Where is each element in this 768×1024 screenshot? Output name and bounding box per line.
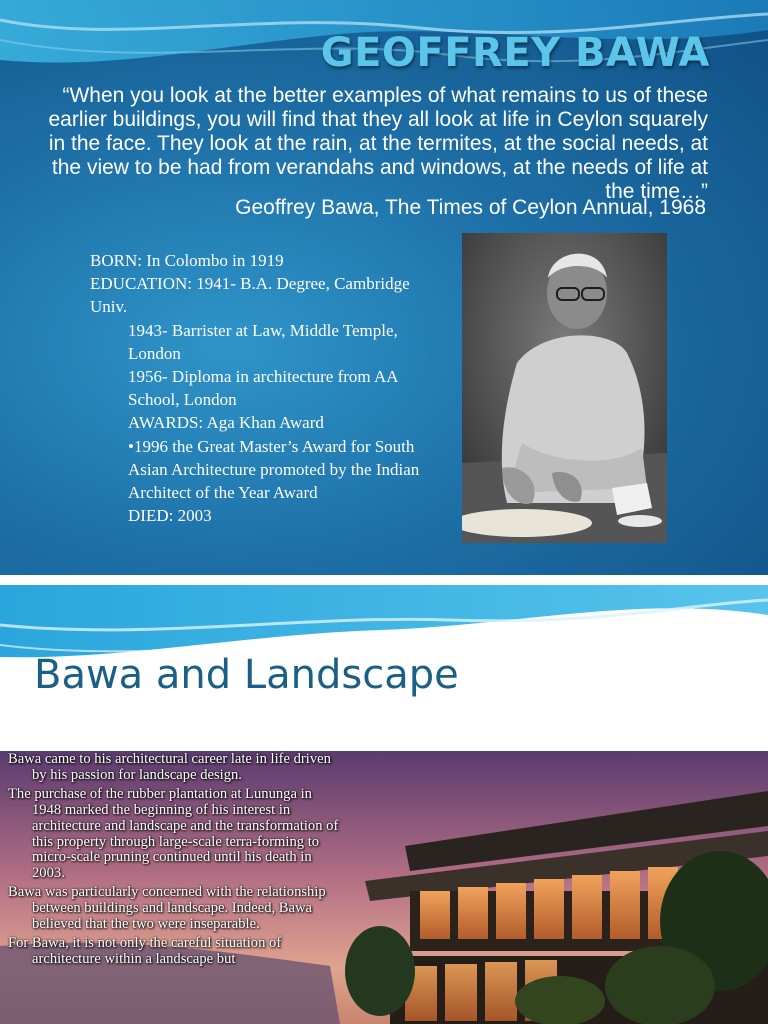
bio-item-diploma: 1956- Diploma in architecture from AA School, London	[128, 367, 398, 410]
bio-item-awards: AWARDS: Aga Khan Award	[128, 413, 324, 433]
landscape-paragraph: For Bawa, it is not only the careful situation of architecture within a landscape but	[8, 934, 282, 967]
landscape-paragraph: Bawa was particularly concerned with the relationship between buildings and landscape. Indeed, Bawa believed that the two were inseparable.	[8, 884, 326, 933]
slide-separator	[0, 575, 768, 585]
landscape-text-list	[8, 752, 343, 971]
geoffrey-bawa-portrait-photo	[462, 233, 667, 543]
slide-title: GEOFFREY BAWA	[320, 30, 710, 76]
bawa-quote: “When you look at the better examples of what remains to us of these earlier buildings, you will find that they all look at life in Ceylon squarely in the face. They look at the rain, at the termites, at the social needs, at the view to be had from verandahs and windows, at the needs of life at the time…”	[48, 84, 708, 203]
bio-item-died: DIED: 2003	[128, 506, 212, 526]
landscape-paragraph: Bawa came to his architectural career late in life driven by his passion for landscape design.	[8, 751, 331, 783]
slide-title: Bawa and Landscape	[34, 652, 459, 698]
landscape-paragraph: The purchase of the rubber plantation at Lununga in 1948 marked the beginning of his interest in architecture and landscape and the transformation of this property through large-scale terra-forming to micro-scale pruning continued until his death in 2003.	[8, 785, 339, 882]
quote-citation: Geoffrey Bawa, The Times of Ceylon Annual, 1968	[235, 196, 706, 219]
bio-item-education: EDUCATION: 1941- B.A. Degree, Cambridge Univ.	[90, 274, 410, 317]
bio-item-barrister: 1943- Barrister at Law, Middle Temple, London	[128, 320, 398, 363]
bio-item-born: BORN: In Colombo in 1919	[90, 251, 284, 270]
bio-item-master-award: •1996 the Great Master’s Award for South Asian Architecture promoted by the Indian Architect of the Year Award	[128, 436, 420, 503]
biography-list	[90, 249, 435, 527]
